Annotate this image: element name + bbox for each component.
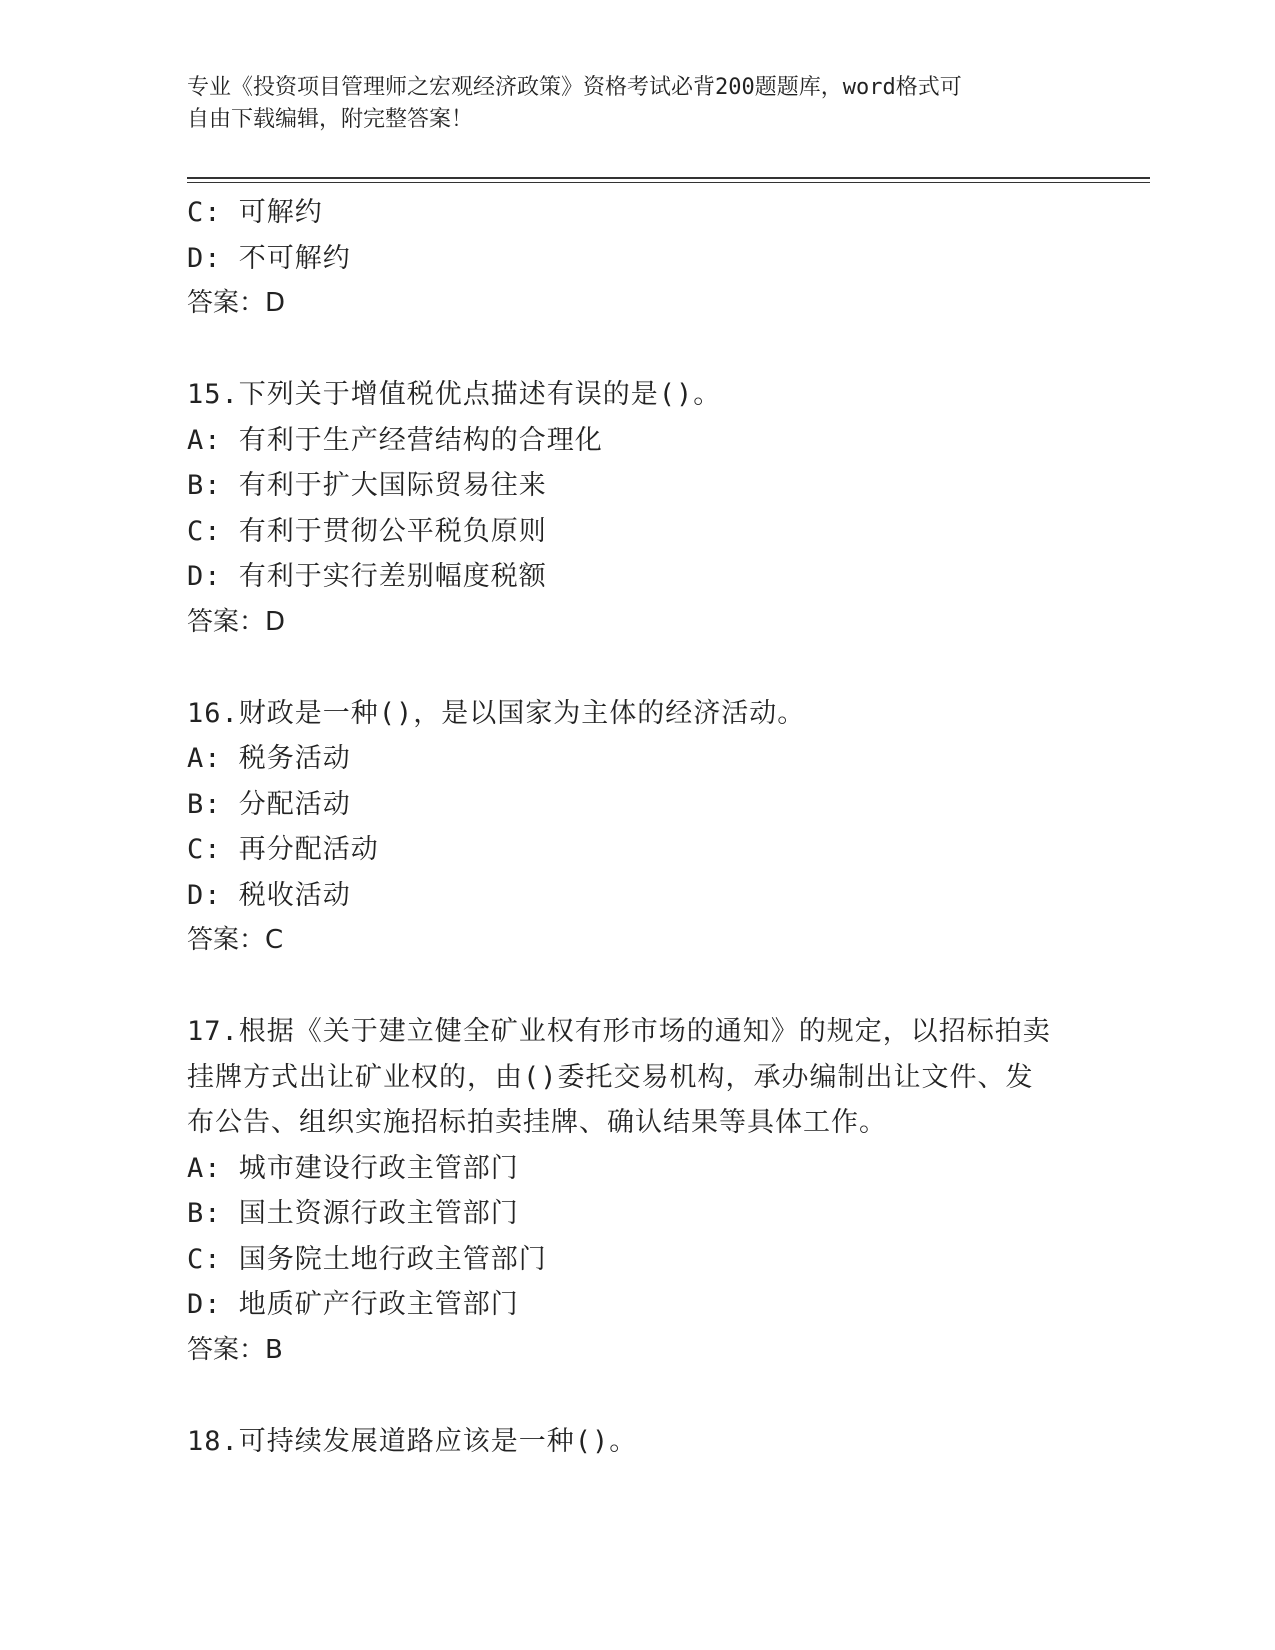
question-stem-line-2: 挂牌方式出让矿业权的，由()委托交易机构，承办编制出让文件、发 <box>187 1061 1034 1093</box>
question-16 <box>187 691 1087 964</box>
question-stem: 18.可持续发展道路应该是一种()。 <box>187 1425 638 1457</box>
document-body <box>187 190 1087 1464</box>
option-c: C: 再分配活动 <box>187 834 379 865</box>
option-b: B: 有利于扩大国际贸易往来 <box>187 470 547 501</box>
header-line-1: 专业《投资项目管理师之宏观经济政策》资格考试必背200题题库，word格式可 <box>187 75 962 100</box>
spacer <box>187 327 1087 373</box>
question-stem-line-1: 17.根据《关于建立健全矿业权有形市场的通知》的规定，以招标拍卖 <box>187 1016 1051 1047</box>
question-stem: 16.财政是一种()，是以国家为主体的经济活动。 <box>187 697 806 729</box>
header-rule-thin <box>187 182 1150 183</box>
question-18 <box>187 1419 1087 1465</box>
question-15 <box>187 372 1087 645</box>
option-d: D: 税收活动 <box>187 879 351 911</box>
option-a: A: 城市建设行政主管部门 <box>187 1152 519 1184</box>
option-b: B: 国土资源行政主管部门 <box>187 1198 519 1229</box>
page-header <box>187 72 1087 136</box>
option-b: B: 分配活动 <box>187 788 351 820</box>
option-c: C: 国务院土地行政主管部门 <box>187 1243 547 1275</box>
option-c: C: 可解约 <box>187 197 323 228</box>
answer-line: 答案：D <box>187 606 286 637</box>
header-rule-thick <box>187 177 1150 179</box>
spacer <box>187 1373 1087 1419</box>
spacer <box>187 645 1087 691</box>
question-17 <box>187 1009 1087 1373</box>
header-line-2: 自由下载编辑，附完整答案！ <box>187 107 474 132</box>
spacer <box>187 964 1087 1010</box>
answer-line: 答案：D <box>187 288 286 318</box>
question-stem-line-3: 布公告、组织实施招标拍卖挂牌、确认结果等具体工作。 <box>187 1107 887 1138</box>
option-d: D: 地质矿产行政主管部门 <box>187 1289 519 1320</box>
answer-line: 答案：C <box>187 925 284 955</box>
option-a: A: 有利于生产经营结构的合理化 <box>187 424 603 456</box>
option-d: D: 不可解约 <box>187 242 351 274</box>
option-d: D: 有利于实行差别幅度税额 <box>187 561 547 592</box>
option-a: A: 税务活动 <box>187 743 351 774</box>
option-c: C: 有利于贯彻公平税负原则 <box>187 515 547 547</box>
answer-line: 答案：B <box>187 1334 283 1365</box>
question-14-tail <box>187 190 1087 327</box>
question-stem: 15.下列关于增值税优点描述有误的是()。 <box>187 379 722 410</box>
